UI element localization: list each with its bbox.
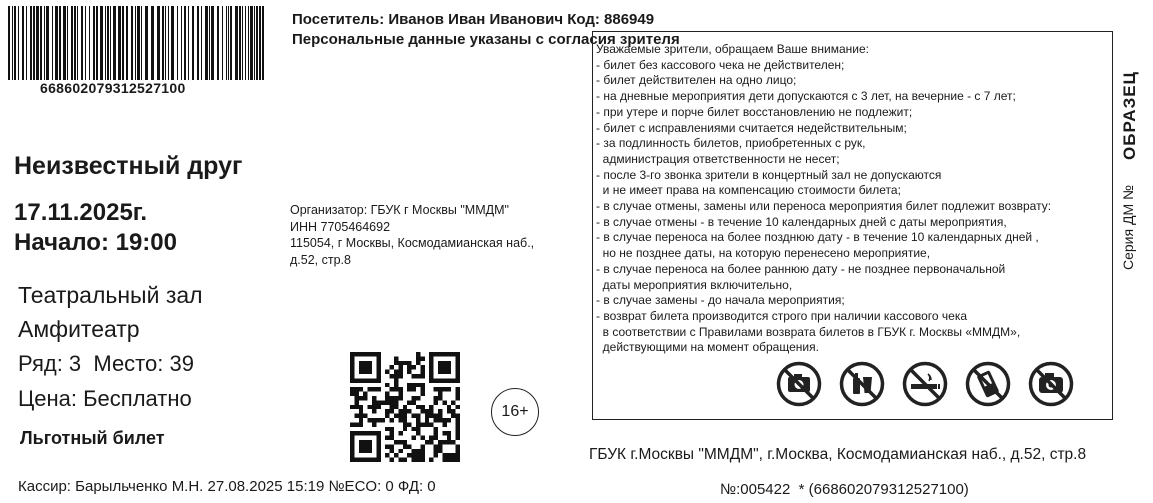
notice-line: - возврат билета производится строго при наличии кассового чека: [596, 308, 968, 323]
ticket-number: №:005422 * (668602079312527100): [720, 481, 969, 498]
consent-line: Персональные данные указаны с согласия зрителя: [292, 31, 680, 48]
notice-line: - билет с исправлениями считается недействительным;: [596, 120, 907, 135]
notice-line: - в случае отмены - в течение 10 календарных дней с даты мероприятия,: [596, 214, 1007, 229]
no-phone-icon: [965, 361, 1011, 407]
age-rating: [491, 388, 539, 436]
notice-line: и не имеет права на компенсацию стоимости билета;: [596, 183, 901, 198]
organizer-address: 115054, г Москвы, Космодамианская наб.,: [290, 236, 535, 250]
notice-line: - в случае отмены, замены или переноса мероприятия билет подлежит возврату:: [596, 199, 1052, 214]
notice-line: - за подлинность билетов, приобретенных с рук,: [596, 136, 866, 151]
visitor-line: Посетитель: Иванов Иван Иванович Код: 886949: [292, 11, 655, 28]
section-name: Амфитеатр: [18, 316, 140, 342]
notice-line: действующими на момент обращения.: [596, 340, 819, 355]
seat-info: Ряд: 3 Место: 39: [18, 351, 194, 376]
cashier-line: Кассир: Барыльченко М.Н. 27.08.2025 15:19 №ECO: 0 ФД: 0: [18, 478, 436, 495]
notice-line: - билет без кассового чека не действителен;: [596, 57, 845, 72]
notice-text: [596, 42, 1051, 356]
no-camera-icon: [1028, 361, 1074, 407]
qr-code: [350, 352, 460, 462]
no-drinks-icon: [839, 361, 885, 407]
organizer-address-2: д.52, стр.8: [290, 252, 351, 267]
organizer-inn: ИНН 7705464692: [290, 219, 391, 234]
prohibition-icons: [776, 361, 1074, 407]
serial-label: Серия ДМ №: [1120, 184, 1136, 270]
age-rating-label: 16+: [501, 403, 529, 420]
event-datetime: [14, 198, 177, 258]
notice-line: - в случае переноса на более позднюю дату - в течение 10 календарных дней ,: [596, 230, 1039, 245]
notice-line: - в случае замены - до начала мероприятия;: [596, 293, 845, 308]
notice-line: - после 3-го звонка зрители в концертный зал не допускаются: [596, 167, 942, 182]
notice-line: в соответствии с Правилами возврата билетов в ГБУК г. Москвы «ММДМ»,: [596, 324, 1021, 339]
notice-line: - на дневные мероприятия дети допускаются с 3 лет, на вечерние - с 7 лет;: [596, 89, 1016, 104]
no-photo-icon: [776, 361, 822, 407]
notice-line: администрация ответственности не несет;: [596, 151, 840, 166]
ticket-type: Льготный билет: [20, 428, 165, 448]
organizer-block: [290, 202, 534, 268]
organizer-name: Организатор: ГБУК г Москвы "ММДМ": [290, 203, 509, 217]
event-start: Начало: 19:00: [14, 229, 177, 256]
barcode-number: 668602079312527100: [40, 80, 186, 96]
hall-name: Театральный зал: [18, 282, 203, 308]
notice-line: Уважаемые зрители, обращаем Ваше внимание:: [596, 42, 869, 56]
barcode: [8, 6, 270, 80]
footer-organizer: ГБУК г.Москвы "ММДМ", г.Москва, Космодамианская наб., д.52, стр.8: [589, 446, 1087, 463]
notice-line: но не позднее даты, на которую перенесено мероприятие,: [596, 246, 931, 261]
event-date: 17.11.2025г.: [14, 199, 148, 226]
no-smoking-icon: [902, 361, 948, 407]
notice-line: - при утере и порче билет восстановлению не подлежит;: [596, 104, 913, 119]
notice-line: - билет действителен на одно лицо;: [596, 73, 797, 88]
price: Цена: Бесплатно: [18, 386, 192, 411]
event-title: Неизвестный друг: [14, 152, 243, 180]
notice-line: даты мероприятия включительно,: [596, 277, 793, 292]
sample-label: ОБРАЗЕЦ: [1120, 71, 1139, 160]
notice-line: - в случае переноса на более раннюю дату - не позднее первоначальной: [596, 261, 1006, 276]
